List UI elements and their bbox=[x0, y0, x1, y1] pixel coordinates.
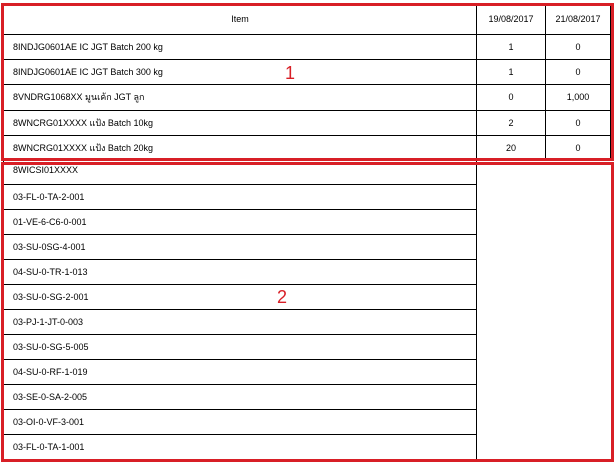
table-cell-qty: 20 bbox=[505, 142, 516, 153]
table-cell-qty: 1 bbox=[508, 41, 514, 52]
header-item: Item bbox=[231, 14, 249, 24]
table-cell-qty: 0 bbox=[575, 41, 581, 52]
list-item: 8WICSI01XXXX bbox=[13, 165, 79, 175]
table-row-item: 8VNDRG1068XX มูนเค้ก JGT ลูก bbox=[13, 92, 145, 102]
list-item: 04-SU-0-RF-1-019 bbox=[13, 366, 88, 377]
list-item: 03-OI-0-VF-3-001 bbox=[13, 416, 85, 427]
header-date-21-08-2017: 21/08/2017 bbox=[555, 14, 601, 24]
table-cell-qty: 2 bbox=[508, 117, 514, 128]
list-item: 03-SU-0SG-4-001 bbox=[13, 241, 86, 252]
table-cell-qty: 0 bbox=[575, 142, 581, 153]
table-row-item: 8WNCRG01XXXX แป้ง Batch 10kg bbox=[13, 117, 153, 128]
list-item: 01-VE-6-C6-0-001 bbox=[13, 216, 87, 227]
table-cell-qty: 0 bbox=[575, 66, 581, 77]
list-item: 03-FL-0-TA-1-001 bbox=[13, 441, 85, 452]
list-item: 03-PJ-1-JT-0-003 bbox=[13, 316, 84, 327]
annotation-label-1: 1 bbox=[285, 63, 296, 83]
table-cell-qty: 1 bbox=[508, 66, 514, 77]
header-date-19-08-2017: 19/08/2017 bbox=[488, 14, 534, 24]
table-cell-qty: 0 bbox=[575, 117, 581, 128]
list-item: 03-SE-0-SA-2-005 bbox=[13, 391, 88, 402]
table-cell-qty: 0 bbox=[508, 92, 514, 102]
list-item: 04-SU-0-TR-1-013 bbox=[13, 266, 88, 277]
table-row-item: 8INDJG0601AE IC JGT Batch 300 kg bbox=[13, 66, 163, 77]
list-item: 03-SU-0-SG-5-005 bbox=[13, 341, 89, 352]
annotation-label-2: 2 bbox=[277, 287, 288, 307]
list-item: 03-SU-0-SG-2-001 bbox=[13, 291, 89, 302]
table-cell-qty: 1,000 bbox=[566, 92, 590, 102]
table-row-item: 8WNCRG01XXXX แป้ง Batch 20kg bbox=[13, 142, 153, 153]
list-item: 03-FL-0-TA-2-001 bbox=[13, 191, 85, 202]
table-row-item: 8INDJG0601AE IC JGT Batch 200 kg bbox=[13, 41, 163, 52]
